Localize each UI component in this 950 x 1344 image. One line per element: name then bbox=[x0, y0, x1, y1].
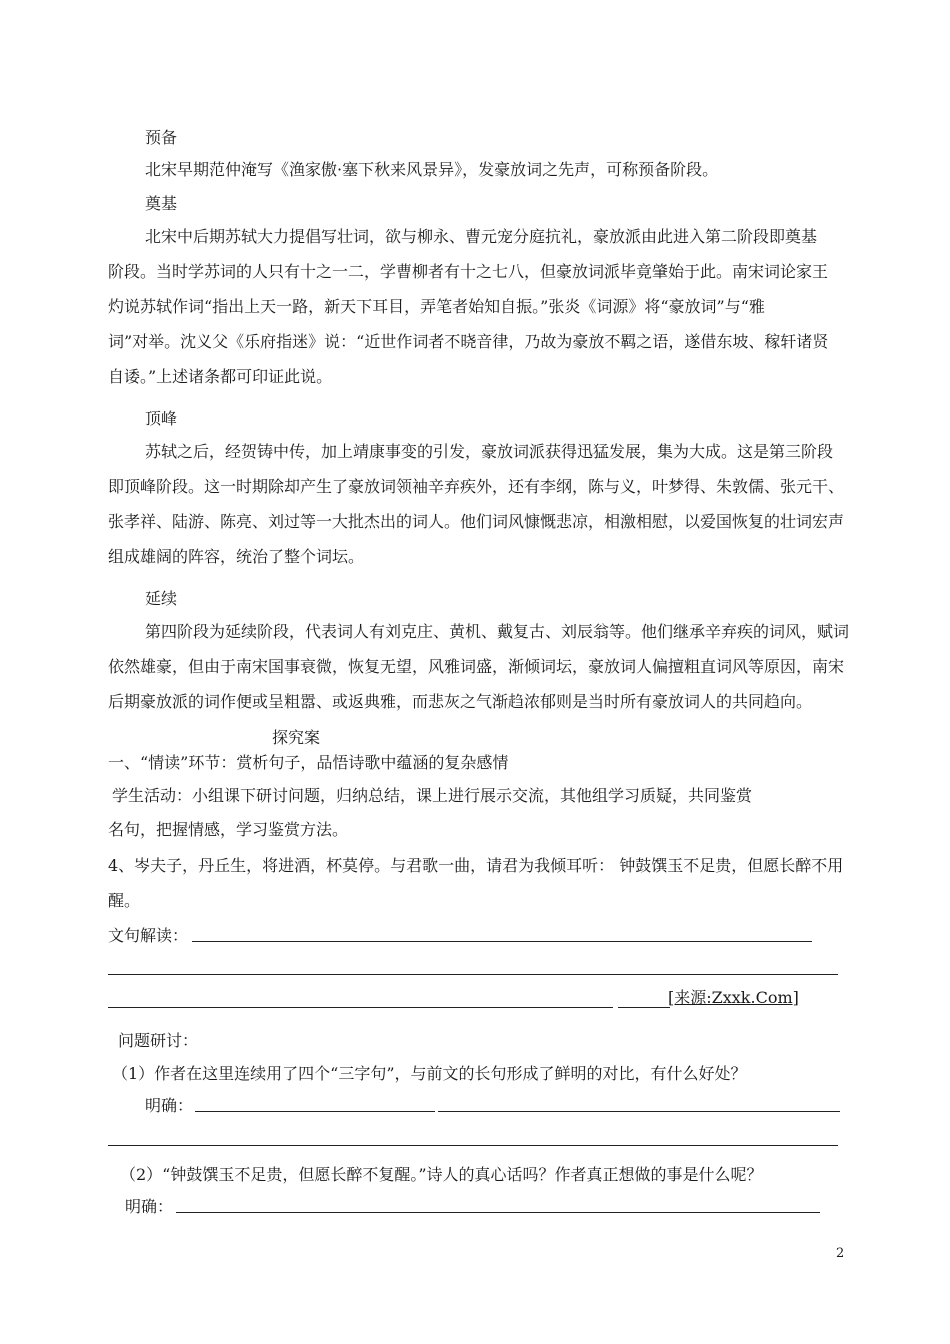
question-four: 4、岑夫子，丹丘生，将进酒，杯莫停。与君歌一曲，请君为我倾耳听： 钟鼓馔玉不足贵，但愿长醉不用 bbox=[108, 856, 844, 875]
paragraph-line: 张孝祥、陆游、陈亮、刘过等一大批杰出的词人。他们词风慷慨悲凉，相激相慰，以爱国恢复的壮词宏声 bbox=[108, 512, 845, 531]
answer-blank[interactable] bbox=[195, 1111, 435, 1112]
student-activity: 学生活动：小组课下研讨问题，归纳总结，课上进行展示交流，其他组学习质疑，共同鉴赏 bbox=[112, 786, 753, 805]
paragraph-line: 即顶峰阶段。这一时期除却产生了豪放词领袖辛弃疾外，还有李纲，陈与义，叶梦得、朱敦儒、张元干、 bbox=[108, 477, 845, 496]
page-number: 2 bbox=[836, 1246, 845, 1261]
section-heading-preparation: 预备 bbox=[145, 128, 178, 147]
question-two: （2）“钟鼓馔玉不足贵，但愿长醉不复醒。”诗人的真心话吗？作者真正想做的事是什么呢？ bbox=[120, 1165, 763, 1184]
paragraph-line: 北宋早期范仲淹写《渔家傲·塞下秋来风景异》，发豪放词之先声，可称预备阶段。 bbox=[145, 160, 719, 179]
question-four-cont: 醒。 bbox=[108, 891, 141, 910]
answer-label: 明确： bbox=[125, 1197, 174, 1216]
discussion-label: 问题研讨： bbox=[118, 1031, 199, 1050]
section-heading-continuation: 延续 bbox=[145, 589, 178, 608]
answer-blank[interactable] bbox=[108, 974, 838, 975]
explore-item-one: 一、“情读”环节：赏析句子，品悟诗歌中蕴涵的复杂感情 bbox=[108, 753, 509, 772]
paragraph-line: 依然雄豪，但由于南宋国事衰微，恢复无望，风雅词盛，渐倾词坛，豪放词人偏擅粗直词风等原因，南宋 bbox=[108, 657, 845, 676]
answer-blank[interactable] bbox=[108, 1007, 613, 1008]
student-activity-cont: 名句，把握情感，学习鉴赏方法。 bbox=[108, 820, 349, 839]
answer-blank[interactable] bbox=[108, 1145, 838, 1146]
answer-label: 明确： bbox=[145, 1096, 194, 1115]
paragraph-line: 后期豪放派的词作便或呈粗嚣、或返典雅，而悲灰之气渐趋浓郁则是当时所有豪放词人的共同趋向。 bbox=[108, 692, 813, 711]
answer-blank[interactable] bbox=[176, 1212, 820, 1213]
source-note: [来源:Zxxk.Com] bbox=[668, 988, 799, 1007]
section-heading-foundation: 奠基 bbox=[145, 194, 178, 213]
section-heading-peak: 顶峰 bbox=[145, 409, 178, 428]
paragraph-line: 组成雄阔的阵容，统治了整个词坛。 bbox=[108, 547, 365, 566]
answer-blank[interactable] bbox=[618, 1007, 670, 1008]
interpretation-label: 文句解读： bbox=[108, 926, 189, 945]
answer-blank[interactable] bbox=[438, 1111, 840, 1112]
paragraph-line: 阶段。当时学苏词的人只有十之一二，学曹柳者有十之七八，但豪放词派毕竟肇始于此。南宋词论家王 bbox=[108, 262, 829, 281]
explore-title: 探究案 bbox=[272, 728, 321, 747]
paragraph-line: 灼说苏轼作词“指出上天一路，新天下耳目，弄笔者始知自振。”张炎《词源》将“豪放词”与“雅 bbox=[108, 297, 765, 316]
paragraph-line: 词”对举。沈义父《乐府指迷》说：“近世作词者不晓音律，乃故为豪放不羁之语，遂借东坡、稼轩诸贤 bbox=[108, 332, 829, 351]
question-one: （1）作者在这里连续用了四个“三字句”，与前文的长句形成了鲜明的对比，有什么好处？ bbox=[112, 1064, 747, 1083]
paragraph-line: 第四阶段为延续阶段，代表词人有刘克庄、黄机、戴复古、刘辰翁等。他们继承辛弃疾的词风，赋词 bbox=[145, 622, 850, 641]
paragraph-line: 北宋中后期苏轼大力提倡写壮词，欲与柳永、曹元宠分庭抗礼，豪放派由此进入第二阶段即奠基 bbox=[145, 227, 818, 246]
paragraph-line: 苏轼之后，经贺铸中传，加上靖康事变的引发，豪放词派获得迅猛发展，集为大成。这是第三阶段 bbox=[145, 442, 834, 461]
answer-blank[interactable] bbox=[192, 941, 812, 942]
paragraph-line: 自诿。”上述诸条都可印证此说。 bbox=[108, 367, 333, 386]
